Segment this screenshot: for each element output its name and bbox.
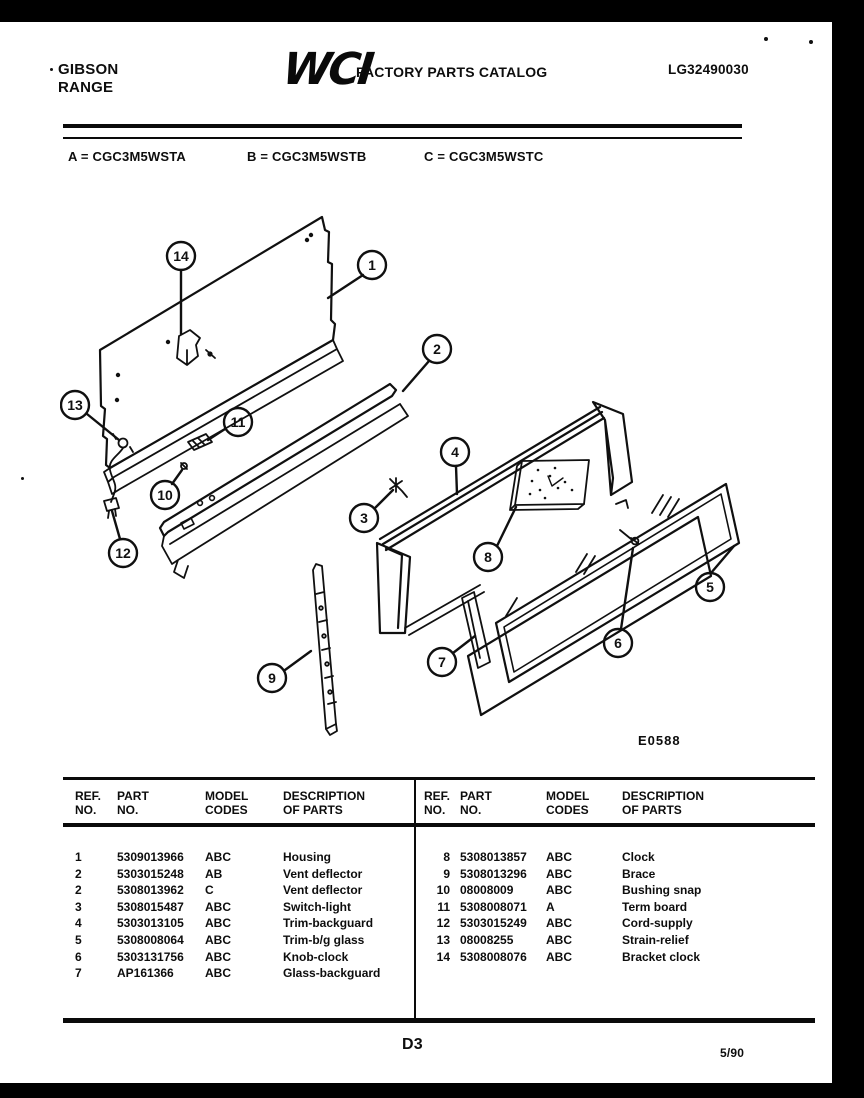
callout-1 bbox=[328, 251, 386, 298]
table-row: 4 5303013105 ABC Trim-backguard bbox=[75, 916, 374, 931]
footer-page-code: D3 bbox=[402, 1036, 423, 1053]
footer-date-code: 5/90 bbox=[720, 1046, 745, 1060]
table-row: 9 5308013296 ABC Brace bbox=[443, 866, 656, 881]
table-row: 13 08008255 ABC Strain-relief bbox=[436, 932, 689, 947]
glass-edge-strip-part bbox=[462, 592, 490, 668]
callout-3 bbox=[350, 490, 393, 532]
callout-10 bbox=[151, 470, 182, 509]
callout-4 bbox=[441, 438, 469, 494]
table-row: 10 08008009 ABC Bushing snap bbox=[436, 883, 702, 898]
table-row: 7 AP161366 ABC Glass-backguard bbox=[75, 966, 381, 981]
callout-11 bbox=[208, 408, 252, 440]
scan-border-top bbox=[0, 0, 864, 22]
wci-logo: WCI bbox=[280, 44, 374, 95]
catalog-title: FACTORY PARTS CATALOG bbox=[356, 64, 548, 80]
callout-2 bbox=[403, 335, 451, 391]
svg-text:3: 3 bbox=[360, 510, 368, 526]
bracket-clock-part bbox=[177, 330, 215, 365]
col-header-ref: REF. NO. bbox=[424, 789, 451, 817]
table-row: 2 5303015248 AB Vent deflector bbox=[75, 866, 363, 881]
table-row: 6 5303131756 ABC Knob-clock bbox=[75, 949, 349, 964]
svg-text:6: 6 bbox=[614, 635, 622, 651]
col-header-desc: DESCRIPTION OF PARTS bbox=[622, 789, 705, 817]
col-header-model: MODEL CODES bbox=[546, 789, 590, 817]
callout-12 bbox=[109, 511, 137, 567]
svg-text:2: 2 bbox=[433, 341, 441, 357]
model-code-a: A = CGC3M5WSTA bbox=[68, 149, 187, 164]
callout-13 bbox=[61, 391, 119, 440]
header-divider-rule bbox=[63, 124, 742, 139]
table-row: 1 5309013966 ABC Housing bbox=[75, 850, 331, 864]
svg-text:10: 10 bbox=[157, 487, 173, 503]
screw-10 bbox=[181, 463, 187, 469]
panel-holes bbox=[115, 233, 313, 402]
scan-speck bbox=[50, 68, 53, 71]
svg-text:7: 7 bbox=[438, 654, 446, 670]
table-row: 8 5308013857 ABC Clock bbox=[443, 850, 655, 864]
scan-speck bbox=[764, 37, 768, 41]
scan-speck bbox=[809, 40, 813, 44]
svg-text:8: 8 bbox=[484, 549, 492, 565]
parts-table-left-header bbox=[63, 780, 414, 827]
table-row: 3 5308015487 ABC Switch-light bbox=[75, 899, 351, 914]
table-row: 14 5308008076 ABC Bracket clock bbox=[436, 949, 701, 964]
scan-border-bottom bbox=[0, 1083, 864, 1098]
brand-line-2: RANGE bbox=[58, 79, 114, 96]
callout-14 bbox=[167, 242, 195, 334]
col-header-ref: REF. NO. bbox=[75, 789, 102, 817]
col-header-part: PART NO. bbox=[117, 789, 149, 817]
model-code-c: C = CGC3M5WSTC bbox=[424, 149, 544, 164]
svg-text:1: 1 bbox=[368, 257, 376, 273]
parts-table-right-header bbox=[416, 780, 815, 827]
parts-table-right bbox=[416, 780, 815, 1018]
glass-backguard-panel-part bbox=[468, 517, 711, 715]
scan-speck bbox=[21, 477, 24, 480]
svg-text:4: 4 bbox=[451, 444, 459, 460]
model-code-b: B = CGC3M5WSTB bbox=[247, 149, 367, 164]
catalog-number: LG32490030 bbox=[668, 62, 749, 77]
svg-text:13: 13 bbox=[67, 397, 83, 413]
svg-text:5: 5 bbox=[706, 579, 714, 595]
screw-3 bbox=[390, 478, 407, 497]
parts-table-left-body bbox=[63, 827, 414, 982]
col-header-model: MODEL CODES bbox=[205, 789, 249, 817]
brand-line-1: GIBSON bbox=[58, 61, 119, 78]
svg-text:14: 14 bbox=[173, 248, 189, 264]
callout-9 bbox=[258, 651, 311, 692]
col-header-part: PART NO. bbox=[460, 789, 492, 817]
svg-text:11: 11 bbox=[230, 414, 246, 430]
exploded-parts-diagram bbox=[60, 198, 820, 773]
figure-code: E0588 bbox=[638, 733, 681, 748]
callout-5 bbox=[696, 546, 734, 601]
scan-border-right bbox=[832, 0, 864, 1098]
trim-backguard-frame-part bbox=[377, 402, 632, 635]
svg-text:12: 12 bbox=[115, 545, 131, 561]
brace-part bbox=[313, 564, 337, 735]
term-board-part bbox=[188, 434, 212, 450]
parts-table-left bbox=[63, 780, 416, 1018]
vent-deflector-part bbox=[160, 384, 408, 578]
parts-table bbox=[63, 777, 815, 1023]
callout-8 bbox=[474, 507, 516, 571]
table-row: 5 5308008064 ABC Trim-b/g glass bbox=[75, 932, 365, 947]
table-row: 11 5308008071 A Term board bbox=[437, 899, 688, 914]
glass-trim-panel-part bbox=[496, 484, 739, 682]
svg-text:9: 9 bbox=[268, 670, 276, 686]
housing-panel-part bbox=[100, 217, 343, 494]
table-row: 12 5303015249 ABC Cord-supply bbox=[436, 916, 693, 931]
col-header-desc: DESCRIPTION OF PARTS bbox=[283, 789, 366, 817]
parts-table-right-body bbox=[416, 827, 815, 965]
table-row: 2 5308013962 C Vent deflector bbox=[75, 883, 363, 898]
